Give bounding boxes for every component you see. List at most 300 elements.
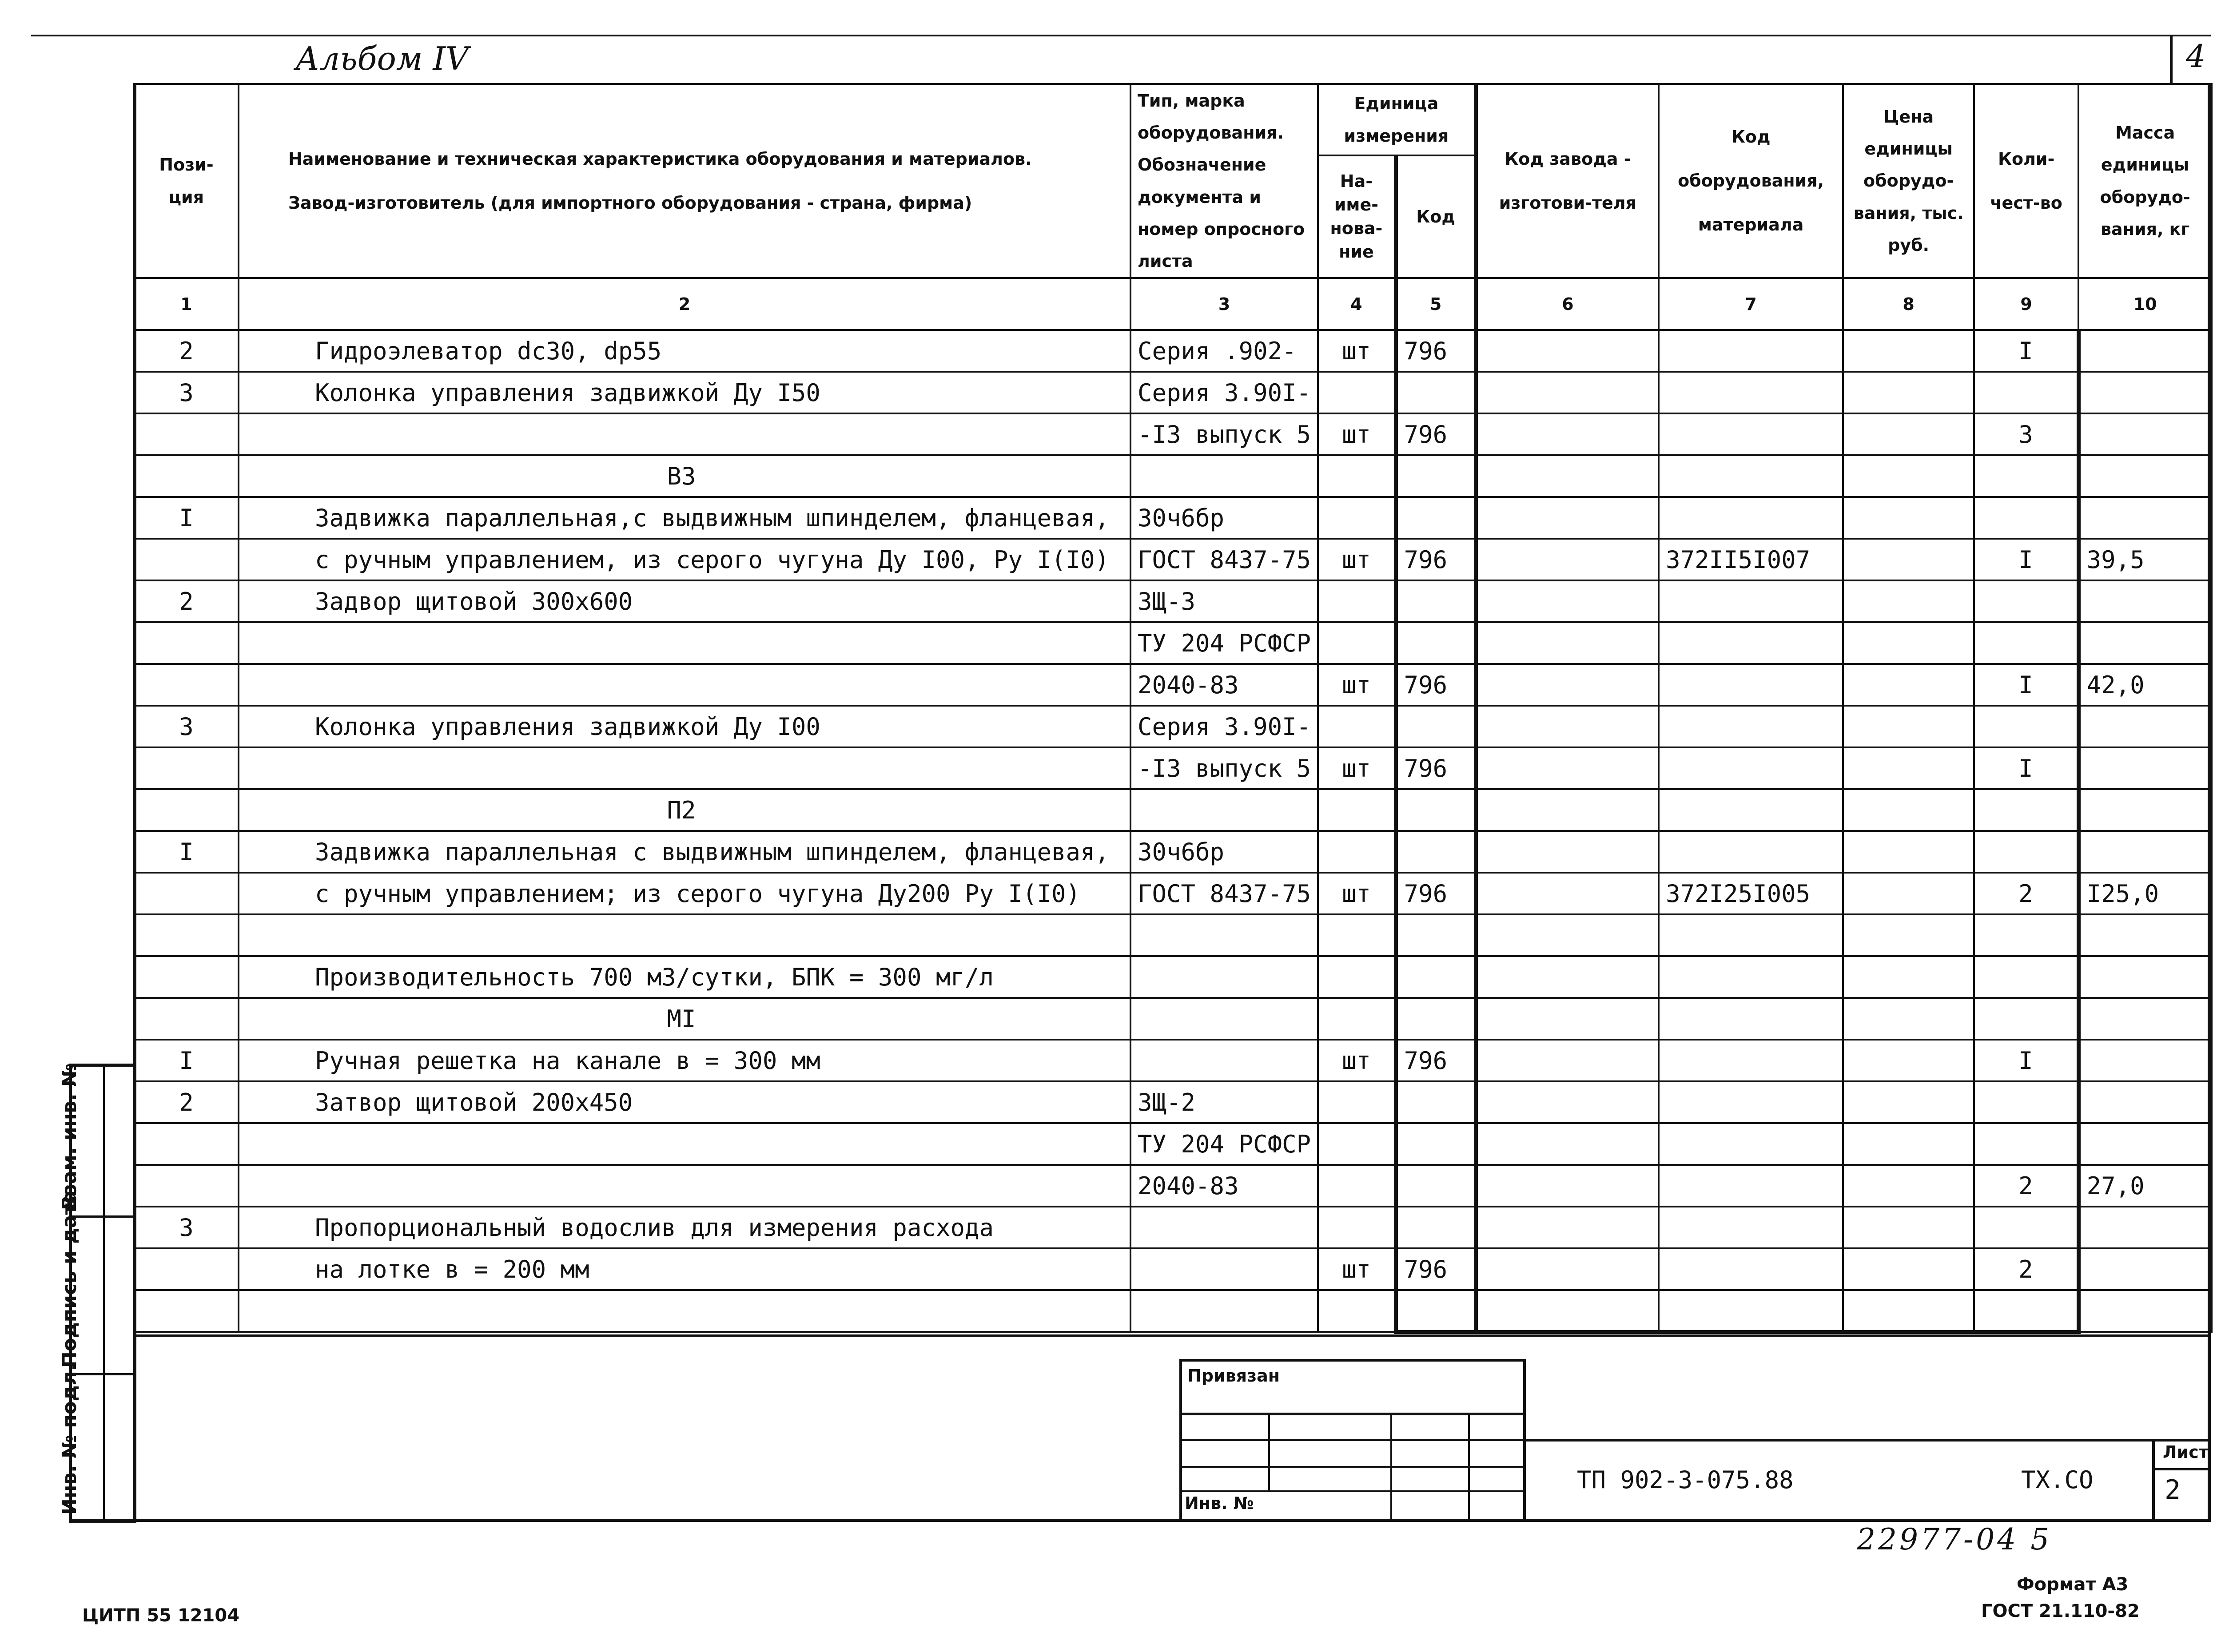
cell-quantity: [1974, 372, 2078, 413]
cell-mass: [2078, 789, 2212, 831]
cell-type: Серия .902-: [1130, 330, 1318, 372]
cell-price: [1843, 998, 1974, 1040]
cell-unit: [1318, 622, 1396, 664]
cell-unit: шт: [1318, 1040, 1396, 1081]
cell-quantity: [1974, 622, 2078, 664]
cell-position: [134, 1290, 239, 1332]
cell-price: [1843, 706, 1974, 747]
table-row: [134, 539, 2212, 580]
cell-quantity: 2: [1974, 873, 2078, 914]
col-header-unit-code: Код: [1396, 155, 1476, 278]
cell-plant-code: [1476, 998, 1659, 1040]
table-row: [134, 706, 2212, 747]
cell-position: [134, 664, 239, 706]
cell-mass: [2078, 622, 2212, 664]
cell-quantity: 3: [1974, 413, 2078, 455]
cell-price: [1843, 1165, 1974, 1207]
cell-name: [239, 413, 1130, 455]
cell-quantity: I: [1974, 664, 2078, 706]
cell-quantity: [1974, 497, 2078, 539]
cell-quantity: [1974, 1081, 2078, 1123]
cell-price: [1843, 1123, 1974, 1165]
col-number: 3: [1130, 278, 1318, 330]
col-number: 2: [239, 278, 1130, 330]
cell-position: 3: [134, 1207, 239, 1248]
cell-equipment-code: [1659, 831, 1843, 873]
cell-plant-code: [1476, 789, 1659, 831]
cell-name: Задвижка параллельная,с выдвижным шпинделем, фланцевая,: [239, 497, 1130, 539]
col-number: 8: [1843, 278, 1974, 330]
cell-position: [134, 1248, 239, 1290]
cell-type: ЗЩ-2: [1130, 1081, 1318, 1123]
title-block-inv-no: Инв. №: [1185, 1493, 1254, 1513]
table-row: [134, 330, 2212, 372]
cell-equipment-code: [1659, 413, 1843, 455]
cell-unit-code: 796: [1396, 1248, 1476, 1290]
handwritten-number: 22977-04 5: [1857, 1522, 2052, 1557]
cell-price: [1843, 539, 1974, 580]
cell-equipment-code: [1659, 789, 1843, 831]
cell-plant-code: [1476, 1248, 1659, 1290]
cell-equipment-code: [1659, 1165, 1843, 1207]
cell-equipment-code: [1659, 455, 1843, 497]
cell-quantity: [1974, 455, 2078, 497]
cell-name: МI: [239, 998, 1130, 1040]
table-row: [134, 497, 2212, 539]
table-row: [134, 372, 2212, 413]
cell-quantity: 2: [1974, 1248, 2078, 1290]
cell-quantity: [1974, 914, 2078, 956]
col-header-unit: Единица измерения: [1318, 84, 1476, 155]
cell-unit-code: [1396, 998, 1476, 1040]
cell-mass: [2078, 914, 2212, 956]
table-row: [134, 622, 2212, 664]
cell-plant-code: [1476, 497, 1659, 539]
cell-type: 30ч6бр: [1130, 831, 1318, 873]
cell-mass: 42,0: [2078, 664, 2212, 706]
cell-price: [1843, 622, 1974, 664]
cell-equipment-code: [1659, 330, 1843, 372]
strip-inv-vzam: Взам. инв. №: [72, 1067, 133, 1218]
cell-type: 2040-83: [1130, 1165, 1318, 1207]
strip-inv-podl: Инв. № подл.: [72, 1375, 133, 1520]
cell-name: [239, 664, 1130, 706]
cell-plant-code: [1476, 747, 1659, 789]
cell-unit-code: [1396, 831, 1476, 873]
cell-position: [134, 413, 239, 455]
cell-type: [1130, 1040, 1318, 1081]
cell-unit-code: 796: [1396, 413, 1476, 455]
cell-name: Ручная решетка на канале в = 300 мм: [239, 1040, 1130, 1081]
cell-mass: [2078, 1123, 2212, 1165]
cell-price: [1843, 330, 1974, 372]
cell-mass: [2078, 580, 2212, 622]
col-header-position: Пози- ция: [134, 84, 239, 278]
cell-mass: [2078, 1290, 2212, 1332]
cell-equipment-code: [1659, 622, 1843, 664]
cell-mass: [2078, 747, 2212, 789]
cell-unit-code: 796: [1396, 1040, 1476, 1081]
cell-position: 2: [134, 580, 239, 622]
cell-unit: [1318, 914, 1396, 956]
cell-mass: [2078, 330, 2212, 372]
table-row: [134, 1165, 2212, 1207]
cell-equipment-code: [1659, 580, 1843, 622]
cell-position: [134, 1123, 239, 1165]
cell-plant-code: [1476, 1081, 1659, 1123]
cell-position: I: [134, 497, 239, 539]
cell-type: Серия 3.90I-: [1130, 706, 1318, 747]
cell-mass: 39,5: [2078, 539, 2212, 580]
col-header-type: Тип, марка оборудования. Обозначение документа и номер опросного листа: [1130, 84, 1318, 278]
col-header-plant-code: Код завода - изготови-теля: [1476, 84, 1659, 278]
sheet-label: Лист: [2163, 1442, 2209, 1462]
cell-equipment-code: [1659, 1207, 1843, 1248]
cell-equipment-code: [1659, 914, 1843, 956]
cell-quantity: [1974, 831, 2078, 873]
cell-equipment-code: [1659, 372, 1843, 413]
cell-unit: [1318, 580, 1396, 622]
cell-price: [1843, 1081, 1974, 1123]
col-header-equipment-code: Код оборудования, материала: [1659, 84, 1843, 278]
cell-position: [134, 873, 239, 914]
cell-price: [1843, 413, 1974, 455]
cell-plant-code: [1476, 873, 1659, 914]
cell-unit-code: [1396, 622, 1476, 664]
cell-equipment-code: 372II5I007: [1659, 539, 1843, 580]
cell-equipment-code: [1659, 1081, 1843, 1123]
cell-plant-code: [1476, 455, 1659, 497]
cell-position: 3: [134, 706, 239, 747]
cell-type: -I3 выпуск 5: [1130, 413, 1318, 455]
cell-position: [134, 789, 239, 831]
cell-unit: шт: [1318, 873, 1396, 914]
cell-name: с ручным управлением, из серого чугуна Ду I00, Ру I(I0): [239, 539, 1130, 580]
col-number: 4: [1318, 278, 1396, 330]
table-row: [134, 914, 2212, 956]
cell-equipment-code: [1659, 664, 1843, 706]
cell-mass: [2078, 998, 2212, 1040]
cell-unit-code: 796: [1396, 664, 1476, 706]
cell-position: [134, 747, 239, 789]
cell-position: [134, 956, 239, 998]
cell-price: [1843, 372, 1974, 413]
cell-quantity: I: [1974, 539, 2078, 580]
cell-name: Пропорциональный водослив для измерения расхода: [239, 1207, 1130, 1248]
cell-type: [1130, 956, 1318, 998]
cell-unit: шт: [1318, 539, 1396, 580]
cell-name: Задвижка параллельная с выдвижным шпинделем, фланцевая,: [239, 831, 1130, 873]
cell-equipment-code: [1659, 956, 1843, 998]
cell-quantity: [1974, 998, 2078, 1040]
cell-unit: [1318, 372, 1396, 413]
cell-position: [134, 1165, 239, 1207]
cell-unit-code: [1396, 1207, 1476, 1248]
cell-unit-code: [1396, 497, 1476, 539]
printer-label: ЦИТП 55 12104: [82, 1605, 240, 1626]
cell-equipment-code: [1659, 998, 1843, 1040]
cell-unit-code: 796: [1396, 873, 1476, 914]
table-row: [134, 998, 2212, 1040]
cell-unit-code: [1396, 580, 1476, 622]
cell-quantity: [1974, 1123, 2078, 1165]
cell-name: Колонка управления задвижкой Ду I50: [239, 372, 1130, 413]
cell-plant-code: [1476, 664, 1659, 706]
cell-type: [1130, 455, 1318, 497]
cell-equipment-code: [1659, 1123, 1843, 1165]
cell-type: [1130, 914, 1318, 956]
cell-type: [1130, 998, 1318, 1040]
left-stamp-strip: [58, 1063, 136, 1523]
cell-equipment-code: [1659, 497, 1843, 539]
cell-unit-code: [1396, 914, 1476, 956]
cell-position: [134, 914, 239, 956]
sheet-number: 2: [2165, 1474, 2181, 1505]
cell-unit-code: [1396, 372, 1476, 413]
cell-price: [1843, 914, 1974, 956]
cell-type: [1130, 789, 1318, 831]
doc-section: ТХ.СО: [2021, 1466, 2094, 1494]
cell-equipment-code: [1659, 747, 1843, 789]
cell-quantity: 2: [1974, 1165, 2078, 1207]
cell-unit: шт: [1318, 413, 1396, 455]
cell-plant-code: [1476, 1290, 1659, 1332]
top-rule: [31, 35, 2211, 36]
cell-plant-code: [1476, 1165, 1659, 1207]
table-row: [134, 831, 2212, 873]
cell-unit-code: 796: [1396, 539, 1476, 580]
cell-position: 3: [134, 372, 239, 413]
cell-position: [134, 455, 239, 497]
cell-name: [239, 1165, 1130, 1207]
cell-name: Затвор щитовой 200х450: [239, 1081, 1130, 1123]
gost-label: ГОСТ 21.110-82: [1981, 1601, 2140, 1621]
col-header-unit-name: На-име-нова-ние: [1318, 155, 1396, 278]
table-row: [134, 1290, 2212, 1332]
cell-unit: шт: [1318, 330, 1396, 372]
cell-unit-code: [1396, 1081, 1476, 1123]
cell-mass: [2078, 1207, 2212, 1248]
title-block-sheet: [2152, 1439, 2211, 1522]
col-header-quantity: Коли-чест-во: [1974, 84, 2078, 278]
cell-plant-code: [1476, 372, 1659, 413]
cell-quantity: I: [1974, 330, 2078, 372]
col-number: 5: [1396, 278, 1476, 330]
table-bottom-rule: [133, 1334, 2211, 1337]
cell-price: [1843, 1290, 1974, 1332]
cell-position: [134, 998, 239, 1040]
cell-position: I: [134, 1040, 239, 1081]
cell-unit: шт: [1318, 664, 1396, 706]
cell-type: ЗЩ-3: [1130, 580, 1318, 622]
cell-mass: [2078, 413, 2212, 455]
table-row: [134, 873, 2212, 914]
cell-plant-code: [1476, 413, 1659, 455]
cell-quantity: I: [1974, 1040, 2078, 1081]
cell-type: -I3 выпуск 5: [1130, 747, 1318, 789]
cell-mass: [2078, 455, 2212, 497]
cell-name: на лотке в = 200 мм: [239, 1248, 1130, 1290]
cell-price: [1843, 956, 1974, 998]
cell-unit-code: [1396, 789, 1476, 831]
strip-podpis: Подпись и дата: [72, 1218, 133, 1375]
title-block-main: [1526, 1439, 2211, 1522]
page-corner-box: [2170, 35, 2211, 84]
cell-equipment-code: [1659, 706, 1843, 747]
title-block-privyazan: Привязан: [1179, 1359, 1526, 1415]
cell-type: ГОСТ 8437-75: [1130, 873, 1318, 914]
cell-price: [1843, 831, 1974, 873]
cell-name: Производительность 700 м3/сутки, БПК = 300 мг/л: [239, 956, 1130, 998]
cell-mass: [2078, 372, 2212, 413]
cell-type: [1130, 1290, 1318, 1332]
cell-name: с ручным управлением; из серого чугуна Ду200 Ру I(I0): [239, 873, 1130, 914]
cell-mass: [2078, 831, 2212, 873]
spec-body: [134, 330, 2212, 1332]
spec-table: [133, 83, 2213, 1334]
cell-quantity: [1974, 1290, 2078, 1332]
cell-plant-code: [1476, 622, 1659, 664]
cell-quantity: [1974, 789, 2078, 831]
cell-plant-code: [1476, 539, 1659, 580]
cell-name: [239, 914, 1130, 956]
cell-unit: [1318, 831, 1396, 873]
cell-price: [1843, 580, 1974, 622]
cell-mass: [2078, 497, 2212, 539]
cell-price: [1843, 789, 1974, 831]
cell-price: [1843, 747, 1974, 789]
cell-unit: шт: [1318, 1248, 1396, 1290]
col-number: 9: [1974, 278, 2078, 330]
cell-unit-code: 796: [1396, 330, 1476, 372]
col-number: 1: [134, 278, 239, 330]
table-row: [134, 1207, 2212, 1248]
cell-type: [1130, 1207, 1318, 1248]
cell-name: [239, 747, 1130, 789]
cell-mass: [2078, 1248, 2212, 1290]
table-row: [134, 747, 2212, 789]
frame-right-rule: [2208, 83, 2211, 1522]
table-row: [134, 455, 2212, 497]
col-header-name: Наименование и техническая характеристика оборудования и материалов. Завод-изготовитель (для импортного оборудования - страна, фирма): [239, 84, 1130, 278]
cell-plant-code: [1476, 956, 1659, 998]
cell-price: [1843, 497, 1974, 539]
cell-price: [1843, 873, 1974, 914]
cell-mass: [2078, 706, 2212, 747]
cell-type: ГОСТ 8437-75: [1130, 539, 1318, 580]
col-number: 10: [2078, 278, 2212, 330]
cell-unit: [1318, 1207, 1396, 1248]
cell-name: [239, 1123, 1130, 1165]
cell-unit: [1318, 497, 1396, 539]
col-header-mass: Масса единицы оборудо-вания, кг: [2078, 84, 2212, 278]
table-row: [134, 1040, 2212, 1081]
cell-unit: [1318, 1290, 1396, 1332]
col-header-price: Цена единицы оборудо-вания, тыс. руб.: [1843, 84, 1974, 278]
cell-name: Задвор щитовой 300х600: [239, 580, 1130, 622]
cell-equipment-code: [1659, 1248, 1843, 1290]
cell-equipment-code: [1659, 1040, 1843, 1081]
cell-unit-code: [1396, 1290, 1476, 1332]
cell-position: I: [134, 831, 239, 873]
cell-quantity: [1974, 1207, 2078, 1248]
cell-name: [239, 622, 1130, 664]
cell-unit: [1318, 956, 1396, 998]
col-number: 7: [1659, 278, 1843, 330]
cell-mass: [2078, 956, 2212, 998]
cell-plant-code: [1476, 706, 1659, 747]
format-label: Формат А3: [2017, 1574, 2129, 1595]
title-block-grid: [1179, 1413, 1526, 1522]
cell-position: 2: [134, 1081, 239, 1123]
cell-name: Колонка управления задвижкой Ду I00: [239, 706, 1130, 747]
cell-type: 30ч6бр: [1130, 497, 1318, 539]
table-row: [134, 580, 2212, 622]
cell-unit: [1318, 1081, 1396, 1123]
cell-unit-code: [1396, 1123, 1476, 1165]
cell-mass: 27,0: [2078, 1165, 2212, 1207]
col-number: 6: [1476, 278, 1659, 330]
cell-unit-code: [1396, 706, 1476, 747]
cell-mass: [2078, 1040, 2212, 1081]
cell-name: Гидроэлеватор dс30, dр55: [239, 330, 1130, 372]
cell-quantity: [1974, 580, 2078, 622]
cell-plant-code: [1476, 831, 1659, 873]
cell-mass: I25,0: [2078, 873, 2212, 914]
cell-plant-code: [1476, 330, 1659, 372]
cell-unit: [1318, 789, 1396, 831]
cell-type: Серия 3.90I-: [1130, 372, 1318, 413]
page-corner-number: 4: [2186, 38, 2206, 75]
cell-name: В3: [239, 455, 1130, 497]
cell-name: П2: [239, 789, 1130, 831]
cell-unit: [1318, 455, 1396, 497]
cell-price: [1843, 664, 1974, 706]
table-row: [134, 664, 2212, 706]
album-label: Альбом IV: [295, 40, 469, 77]
cell-plant-code: [1476, 1040, 1659, 1081]
cell-type: ТУ 204 РСФСР: [1130, 1123, 1318, 1165]
cell-plant-code: [1476, 1207, 1659, 1248]
cell-unit-code: [1396, 956, 1476, 998]
cell-unit: [1318, 706, 1396, 747]
cell-unit-code: [1396, 455, 1476, 497]
cell-unit: [1318, 998, 1396, 1040]
cell-mass: [2078, 1081, 2212, 1123]
cell-unit: [1318, 1123, 1396, 1165]
cell-type: ТУ 204 РСФСР: [1130, 622, 1318, 664]
cell-position: [134, 622, 239, 664]
cell-unit-code: [1396, 1165, 1476, 1207]
column-number-row: [134, 278, 2212, 330]
cell-price: [1843, 1248, 1974, 1290]
cell-unit-code: 796: [1396, 747, 1476, 789]
cell-equipment-code: 372I25I005: [1659, 873, 1843, 914]
table-row: [134, 1123, 2212, 1165]
cell-unit: шт: [1318, 747, 1396, 789]
cell-position: 2: [134, 330, 239, 372]
cell-type: 2040-83: [1130, 664, 1318, 706]
cell-plant-code: [1476, 914, 1659, 956]
table-row: [134, 1248, 2212, 1290]
cell-name: [239, 1290, 1130, 1332]
table-row: [134, 413, 2212, 455]
cell-quantity: [1974, 956, 2078, 998]
cell-price: [1843, 1207, 1974, 1248]
table-row: [134, 956, 2212, 998]
cell-price: [1843, 1040, 1974, 1081]
header-row-1: [134, 84, 2212, 155]
